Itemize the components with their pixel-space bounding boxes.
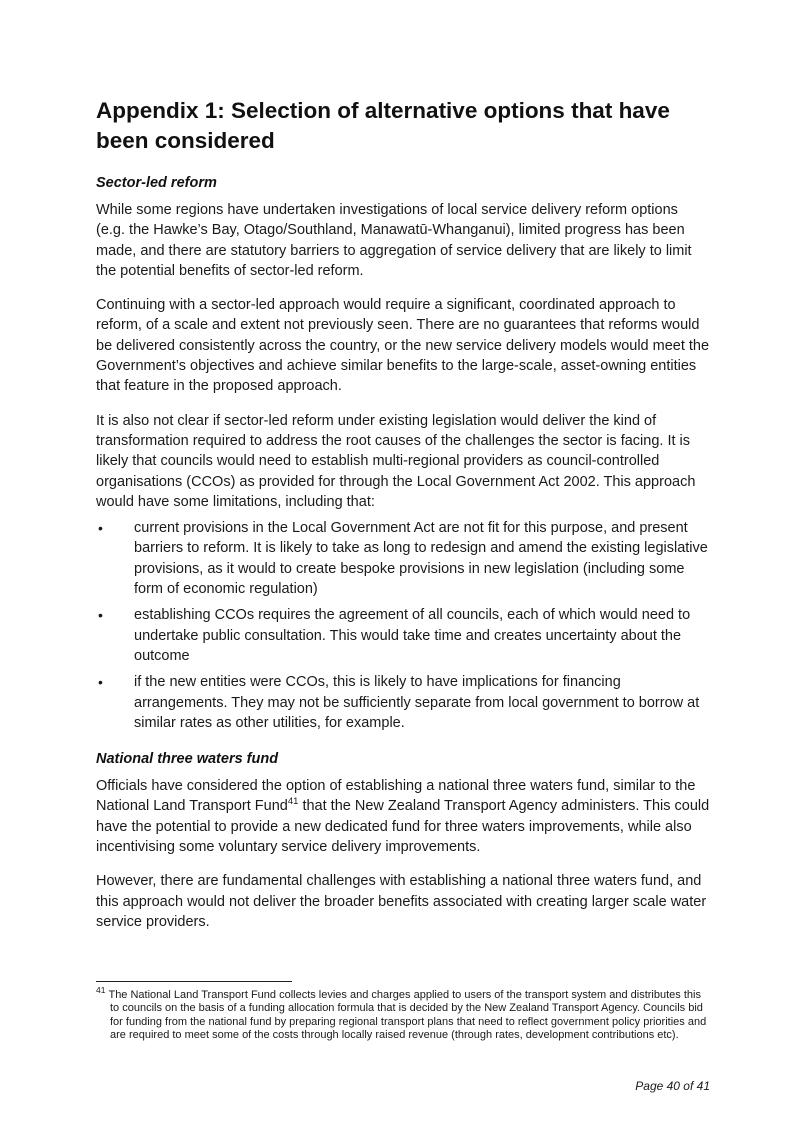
page-content <box>96 96 710 932</box>
bullet-icon: • <box>98 674 103 691</box>
bullet-icon: • <box>98 520 103 537</box>
list-item-text: establishing CCOs requires the agreement of all councils, each of which would need to undertake public consultation. This would take time and creates uncertainty about the outcome <box>134 607 691 664</box>
footnote-text: The National Land Transport Fund collects levies and charges applied to users of the transport system and distributes this to councils on the basis of a funding allocation formula that is decided by the New Zealand Transport Agency. Councils bid for funding from the national fund by preparing regional transport plans that need to reflect government policy priorities and are required to meet some of the costs through locally raised revenue (through rates, development contributions etc). <box>108 989 707 1042</box>
limitations-list <box>96 518 710 733</box>
list-item <box>96 605 710 666</box>
paragraph: It is also not clear if sector-led reform under existing legislation would deliver the kind of transformation required to address the root causes of the challenges the sector is facing. It is likely that councils would need to establish multi-regional providers as council-controlled organisations (CCOs) as provided for through the Local Government Act 2002. This approach would have some limitations, including that: <box>96 412 696 510</box>
page-number: Page 40 of 41 <box>635 1079 710 1093</box>
appendix-heading: Appendix 1: Selection of alternative options that have been considered <box>96 98 670 153</box>
paragraph: However, there are fundamental challenges with establishing a national three waters fund, and this approach would not deliver the broader benefits associated with creating larger scale water service providers. <box>96 873 707 930</box>
footnote-body <box>96 985 712 1043</box>
list-item <box>96 672 710 733</box>
footnote-reference[interactable]: 41 <box>287 796 299 808</box>
list-item <box>96 518 710 599</box>
paragraph: While some regions have undertaken investigations of local service delivery reform options (e.g. the Hawke’s Bay, Otago/Southland, Manawatū-Whanganui), limited progress has been made, and there are statutory barriers to aggregation of service delivery that are likely to limit the potential benefits of sector-led reform. <box>96 202 692 279</box>
paragraph-text: that the New Zealand Transport Agency administers. This could have the potential to provide a new dedicated fund for three waters improvements, while also incentivising some voluntary service delivery improvements. <box>96 798 710 856</box>
paragraph: Continuing with a sector-led approach would require a significant, coordinated approach to reform, of a scale and extent not previously seen. There are no guarantees that reforms would be delivered consistently across the country, or the new service delivery models would meet the Government’s objectives and achieve similar benefits to the large-scale, asset-owning entities that feature in the proposed approach. <box>96 297 710 395</box>
section-title-national-fund: National three waters fund <box>96 751 279 768</box>
footnote-divider <box>96 981 292 982</box>
paragraph <box>96 776 710 857</box>
footnote-number: 41 <box>96 985 106 996</box>
paragraph-text: Officials have considered the option of establishing a national three waters fund, similar to the National Land Transport Fund <box>96 778 696 815</box>
list-item-text: current provisions in the Local Government Act are not fit for this purpose, and present barriers to reform. It is likely to take as long to redesign and amend the existing legislative provisions, as it would to create bespoke provisions in new legislation (including some form of economic regulation) <box>134 520 708 598</box>
bullet-icon: • <box>98 607 103 624</box>
footnote <box>96 985 712 1043</box>
list-item-text: if the new entities were CCOs, this is likely to have implications for financing arrangements. They may not be sufficiently separate from local government to borrow at similar rates as other utilities, for example. <box>134 674 700 731</box>
section-title-sector-led: Sector-led reform <box>96 175 217 191</box>
